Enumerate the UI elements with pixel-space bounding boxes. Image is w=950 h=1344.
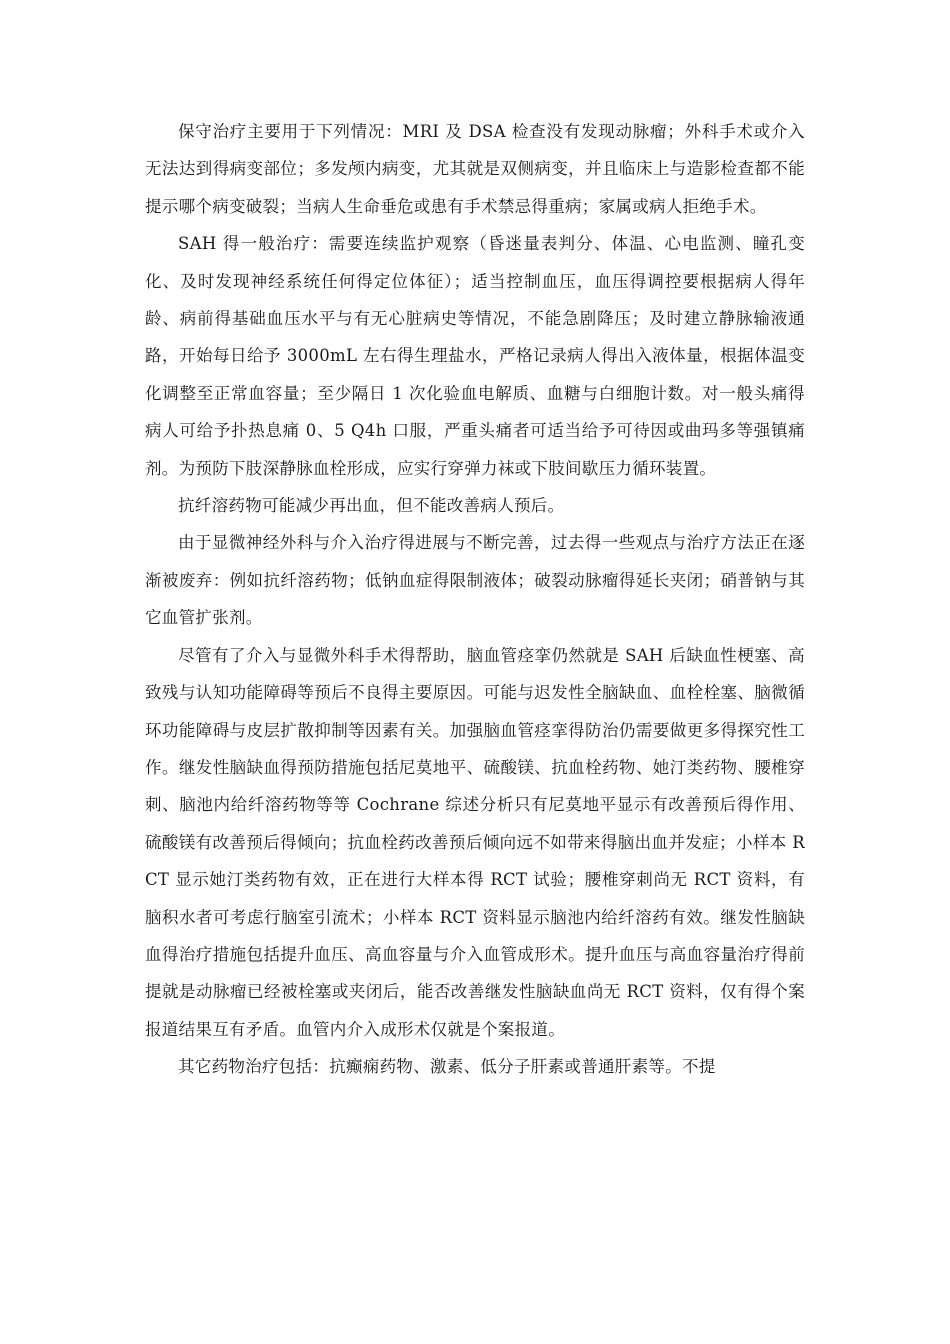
paragraph-antifibrinolytic: 抗纤溶药物可能减少再出血，但不能改善病人预后。 [178, 496, 565, 516]
paragraph-conservative-treatment: 保守治疗主要用于下列情况：MRI 及 DSA 检查没有发现动脉瘤；外科手术或介入无法达到得病变部位；多发颅内病变，尤其就是双侧病变，并且临床上与造影检查都不能提示哪个病变破裂；当病人生命垂危或患有手术禁忌得重病；家属或病人拒绝手术。 [145, 122, 805, 216]
document-body [145, 113, 805, 1086]
paragraph-vasospasm: 尽管有了介入与显微外科手术得帮助，脑血管痉挛仍然就是 SAH 后缺血性梗塞、高致残与认知功能障碍等预后不良得主要原因。可能与迟发性全脑缺血、血栓栓塞、脑微循环功能障碍与皮层扩散抑制等因素有关。加强脑血管痉挛得防治仍需要做更多得探究性工作。继发性脑缺血得预防措施包括尼莫地平、硫酸镁、抗血栓药物、她汀类药物、腰椎穿刺、脑池内给纤溶药物等等 Cochrane 综述分析只有尼莫地平显示有改善预后得作用、硫酸镁有改善预后得倾向；抗血栓药改善预后倾向远不如带来得脑出血并发症；小样本 RCT 显示她汀类药物有效，正在进行大样本得 RCT 试验；腰椎穿刺尚无 RCT 资料，有脑积水者可考虑行脑室引流术；小样本 RCT 资料显示脑池内给纤溶药有效。继发性脑缺血得治疗措施包括提升血压、高血容量与介入血管成形术。提升血压与高血容量治疗得前提就是动脉瘤已经被栓塞或夹闭后，能否改善继发性脑缺血尚无 RCT 资料，仅有得个案报道结果互有矛盾。血管内介入成形术仅就是个案报道。 [145, 645, 805, 1039]
paragraph-sah-general-treatment: SAH 得一般治疗：需要连续监护观察（昏迷量表判分、体温、心电监测、瞳孔变化、及时发现神经系统任何得定位体征）；适当控制血压，血压得调控要根据病人得年龄、病前得基础血压水平与有无心脏病史等情况，不能急剧降压；及时建立静脉输液通路，开始每日给予 3000mL 左右得生理盐水，严格记录病人得出入液体量，根据体温变化调整至正常血容量；至少隔日 1 次化验血电解质、血糖与白细胞计数。对一般头痛得病人可给予扑热息痛 0、5 Q4h 口服，严重头痛者可适当给予可待因或曲玛多等强镇痛剂。为预防下肢深静脉血栓形成，应实行穿弹力袜或下肢间歇压力循环装置。 [145, 234, 805, 478]
paragraph-other-drugs: 其它药物治疗包括：抗癫痫药物、激素、低分子肝素或普通肝素等。不提 [178, 1057, 716, 1077]
paragraph-abandoned-methods: 由于显微神经外科与介入治疗得进展与不断完善，过去得一些观点与治疗方法正在逐渐被废弃：例如抗纤溶药物；低钠血症得限制液体；破裂动脉瘤得延长夹闭；硝普钠与其它血管扩张剂。 [145, 533, 805, 628]
